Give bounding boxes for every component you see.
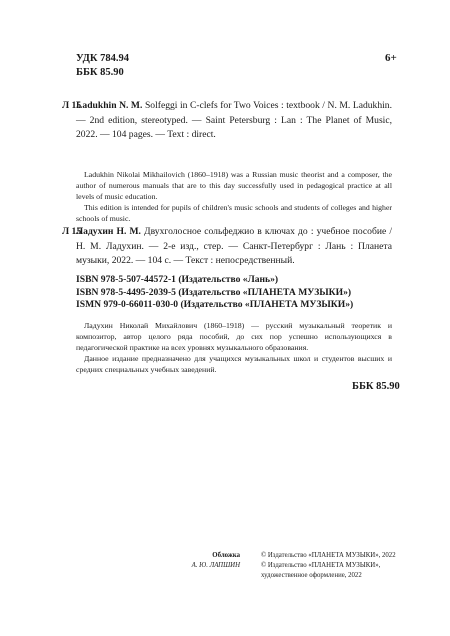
entry-description: Solfeggi in C-clefs for Two Voices : textbook / N. M. Ladukhin. — 2nd edition, stereotyped. — Saint Petersburg : Lan : The Planet of Music, 2022. — 104 pages. — Text : direct. (76, 100, 393, 140)
classification-codes (76, 52, 129, 80)
bbk-code: ББК 85.90 (76, 67, 124, 78)
cover-designer: А. Ю. ЛАПШИН (191, 562, 240, 569)
bbk-code-bottom: ББК 85.90 (352, 381, 400, 392)
entry-text (76, 99, 392, 143)
copyright-line: художественное оформление, 2022 (261, 572, 362, 579)
entry-author: Ladukhin N. M. (76, 100, 143, 111)
cover-credit (160, 551, 240, 571)
english-abstract (76, 169, 392, 224)
isbn-line: ISBN 978-5-507-44572-1 (Издательство «Лань») (76, 274, 279, 285)
entry-mark: Л 15 (62, 100, 82, 111)
entry-description: Двухголосное сольфеджио в ключах до : учебное пособие / Н. М. Ладухин. — 2-е изд., стер. — Санкт-Петербург : Лань : Планета музыки, 2022. — 104 с. — Текст : непосредственный. (76, 226, 392, 266)
russian-catalog-entry (62, 225, 392, 269)
copyright-block (261, 551, 421, 581)
copyright-line: © Издательство «ПЛАНЕТА МУЗЫКИ», 2022 (261, 552, 396, 559)
udk-code: УДК 784.94 (76, 53, 129, 64)
isbn-list (76, 274, 353, 312)
isbn-line: ISMN 979-0-66011-030-0 (Издательство «ПЛАНЕТА МУЗЫКИ») (76, 299, 354, 310)
russian-abstract (76, 320, 392, 375)
abstract-paragraph: Ладухин Николай Михайлович (1860–1918) — русский музыкальный теоретик и композитор, автор целого ряда пособий, до сих пор успешно использующихся в педагогической практике на всех уровнях музыкального образования. (76, 321, 392, 352)
english-catalog-entry (62, 99, 392, 143)
age-rating: 6+ (385, 52, 397, 64)
copyright-line: © Издательство «ПЛАНЕТА МУЗЫКИ», (261, 562, 381, 569)
abstract-paragraph: Данное издание предназначено для учащихся музыкальных школ и студентов высших и средних специальных учебных заведений. (76, 354, 392, 374)
abstract-paragraph: This edition is intended for pupils of children's music schools and students of colleges and higher schools of music. (76, 203, 392, 223)
cover-title: Обложка (212, 552, 240, 559)
isbn-line: ISBN 978-5-4495-2039-5 (Издательство «ПЛАНЕТА МУЗЫКИ») (76, 286, 352, 298)
abstract-paragraph: Ladukhin Nikolai Mikhailovich (1860–1918) was a Russian music theorist and a composer, the author of numerous manuals that are to this day successfully used in pedagogical practice at all levels of music education. (76, 170, 392, 201)
entry-mark: Л 15 (62, 226, 82, 237)
entry-text (76, 225, 392, 269)
entry-author: Ладухин Н. М. (76, 226, 141, 237)
